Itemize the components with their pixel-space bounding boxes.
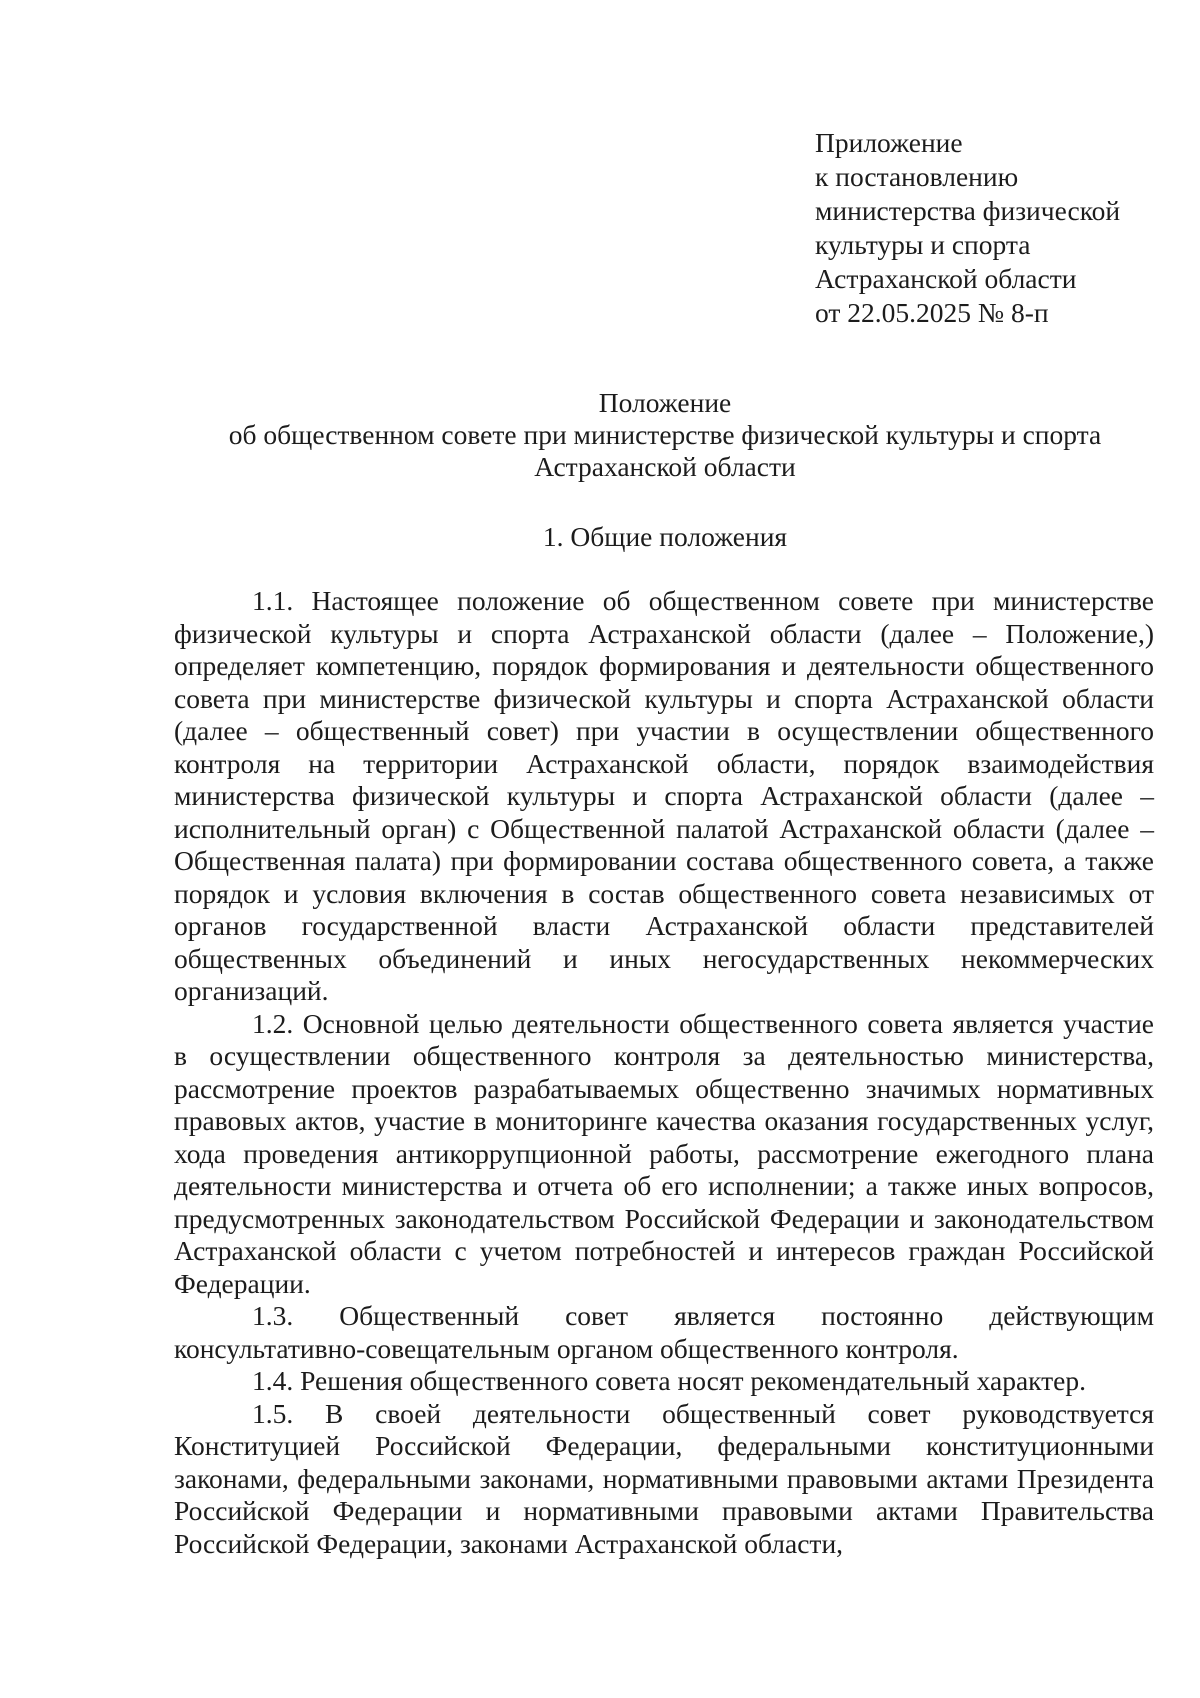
title-line: Положение <box>598 387 732 418</box>
paragraph: 1.3. Общественный совет является постоянно действующим консультативно-совещательным органом общественного контроля. <box>174 1300 1154 1364</box>
paragraph: 1.5. В своей деятельности общественный совет руководствуется Конституцией Российской Федерации, федеральными конституционными законами, федеральными законами, нормативными правовыми актами Президента Российской Федерации и нормативными правовыми актами Правительства Российской Федерации, законами Астраханской области, <box>174 1397 1154 1559</box>
appendix-line: Астраханской области <box>815 263 1077 294</box>
appendix-header <box>815 126 1120 330</box>
paragraph: 1.2. Основной целью деятельности общественного совета является участие в осуществлении общественного контроля за деятельностью министерства, рассмотрение проектов разрабатываемых общественно значимых нормативных правовых актов, участие в мониторинге качества оказания государственных услуг, хода проведения антикоррупционной работы, рассмотрение ежегодного плана деятельности министерства и отчета об его исполнении; а также иных вопросов, предусмотренных законодательством Российской Федерации и законодательством Астраханской области с учетом потребностей и интересов граждан Российской Федерации. <box>174 1007 1154 1299</box>
title-line: Астраханской области <box>534 451 796 482</box>
appendix-line: министерства физической <box>815 195 1121 226</box>
paragraph: 1.4. Решения общественного совета носят рекомендательный характер. <box>252 1365 1087 1396</box>
section-heading: 1. Общие положения <box>542 521 788 552</box>
appendix-line: культуры и спорта <box>815 229 1031 260</box>
appendix-line: Приложение <box>815 127 963 158</box>
paragraph: 1.1. Настоящее положение об общественном совете при министерстве физической культуры и спорта Астраханской области (далее – Положение,) определяет компетенцию, порядок формирования и деятельности общественного совета при министерстве физической культуры и спорта Астраханской области (далее – общественный совет) при участии в осуществлении общественного контроля на территории Астраханской области, порядок взаимодействия министерства физической культуры и спорта Астраханской области (далее – исполнительный орган) с Общественной палатой Астраханской области (далее – Общественная палата) при формировании состава общественного совета, а также порядок и условия включения в состав общественного совета независимых от органов государственной власти Астраханской области представителей общественных объединений и иных негосударственных некоммерческих организаций. <box>174 585 1154 1006</box>
title-line: об общественном совете при министерстве физической культуры и спорта <box>228 419 1102 450</box>
appendix-line: к постановлению <box>815 161 1019 192</box>
body-text <box>174 585 1154 1560</box>
document-title <box>160 387 1170 483</box>
appendix-line: от 22.05.2025 № 8-п <box>815 297 1049 328</box>
